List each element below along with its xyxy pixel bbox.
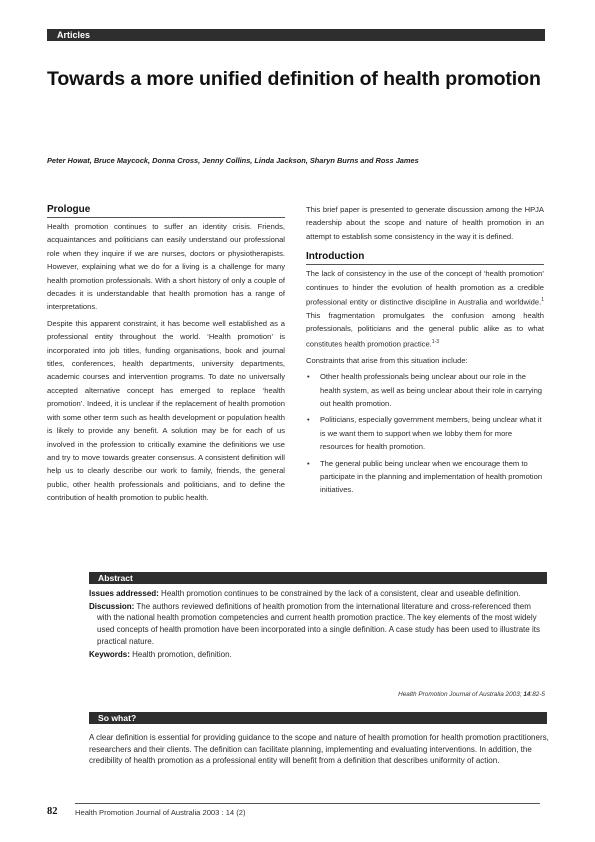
- journal-citation: [398, 691, 545, 698]
- prologue-paragraph-1: Health promotion continues to suffer an identity crisis. Friends, acquaintances and politicians can easily understand our professional role when they inquire if we are nurses, doctors or physiotherapists. However, explaining what we do for a living is a challenge for many health promotion professionals. With a short history of only a couple of decades it is understandable that health promotion has a range of interpretations.: [47, 222, 285, 312]
- citation-volume: 14: [523, 691, 531, 698]
- constraints-list: [306, 370, 544, 497]
- citation-journal: Health Promotion Journal of Australia 2003;: [398, 691, 524, 698]
- prologue-paragraph-2: Despite this apparent constraint, it has become well established as a professional entity throughout the world. ‘Health promotion’ is incorporated into job titles, funding organisations, book and journal titles, conferences, health departments, university departments, academic courses and intervention programs. To date no universally accepted alternative concept has emerged to replace ‘health promotion’. Indeed, it is unclear if the replacement of health promotion with some other term such as health development or population health is likely to provide any benefit. A solution may be for each of us involved in the profession to critically examine the definitions we use and try to move towards greater consensus. A consistent definition will help us to clearly describe our work to family, friends, the general public, other health professionals and politicians, and to define the contribution of health promotion to public health.: [47, 318, 285, 503]
- abstract-body: [89, 588, 547, 661]
- intro-text-a: The lack of consistency in the use of the concept of ‘health promotion’ continues to hinder the evolution of health promotion as a credible professional entity or distinctive discipline in Australia and worldwide.: [306, 269, 544, 307]
- issues-label: Issues addressed:: [89, 589, 159, 598]
- citation-pages: :82-5: [530, 691, 545, 698]
- abstract-header: Abstract: [98, 573, 133, 583]
- discussion-text: The authors reviewed definitions of health promotion from the international literature and cross-referenced them with the national health promotion competencies and current health promotion practice. The key elements of the most widely used concepts of health promotion have been incorporated into a single definition. A case study has been used to illustrate its practical nature.: [97, 601, 540, 646]
- left-column: [47, 203, 285, 508]
- introduction-paragraph-1: [306, 267, 544, 351]
- prologue-heading: Prologue: [47, 203, 285, 218]
- keywords-text: Health promotion, definition.: [129, 649, 232, 659]
- article-title: Towards a more unified definition of health promotion: [47, 68, 541, 90]
- reference-marker: 1: [541, 297, 544, 304]
- author-list: Peter Howat, Bruce Maycock, Donna Cross, Jenny Collins, Linda Jackson, Sharyn Burns and Ross James: [47, 156, 419, 165]
- abstract-issues: [89, 588, 547, 600]
- keywords-label: Keywords:: [89, 649, 130, 659]
- discussion-label: Discussion:: [89, 601, 135, 611]
- list-item: • The general public being unclear when we encourage them to participate in the planning and implementation of health promotion initiatives.: [320, 457, 544, 497]
- page-number: 82: [47, 806, 58, 817]
- so-what-header: So what?: [98, 713, 137, 723]
- so-what-header-bar: [89, 712, 547, 724]
- introduction-heading: Introduction: [306, 250, 544, 265]
- list-item: • Other health professionals being unclear about our role in the health system, as well as being unclear about their role in carrying out health promotion.: [320, 370, 544, 410]
- list-item: • Politicians, especially government members, being unclear what it is we want them to support when we lobby them for more resources for health promotion.: [320, 413, 544, 453]
- footer-journal: Health Promotion Journal of Australia 2003 : 14 (2): [75, 808, 246, 817]
- intro-paragraph: This brief paper is presented to generate discussion among the HPJA readership about the scope and nature of health promotion in an attempt to establish some consistency in the way it is defined.: [306, 205, 544, 241]
- abstract-header-bar: [89, 572, 547, 584]
- footer-divider: [75, 803, 540, 804]
- abstract-discussion: [89, 601, 547, 648]
- section-label: Articles: [57, 30, 91, 40]
- issues-text: Health promotion continues to be constrained by the lack of a consistent, clear and useable definition.: [158, 589, 521, 598]
- abstract-keywords: [89, 649, 547, 661]
- introduction-paragraph-2: Constraints that arise from this situation include:: [306, 355, 468, 365]
- section-bar: [47, 29, 545, 41]
- intro-text-b: This fragmentation promulgates the confusion among health professionals, politicians and the general public alike as to what constitutes health promotion practice.: [306, 310, 544, 349]
- reference-marker: 1-3: [431, 338, 440, 345]
- right-column: [306, 203, 544, 500]
- so-what-text: A clear definition is essential for providing guidance to the scope and nature of health promotion for health promotion practitioners, researchers and their clients. The definition can facilitate planning, implementing and evaluating interventions. In addition, the credibility of health promotion as a professional entity will benefit from a definition that describes uniformity of action.: [89, 733, 549, 766]
